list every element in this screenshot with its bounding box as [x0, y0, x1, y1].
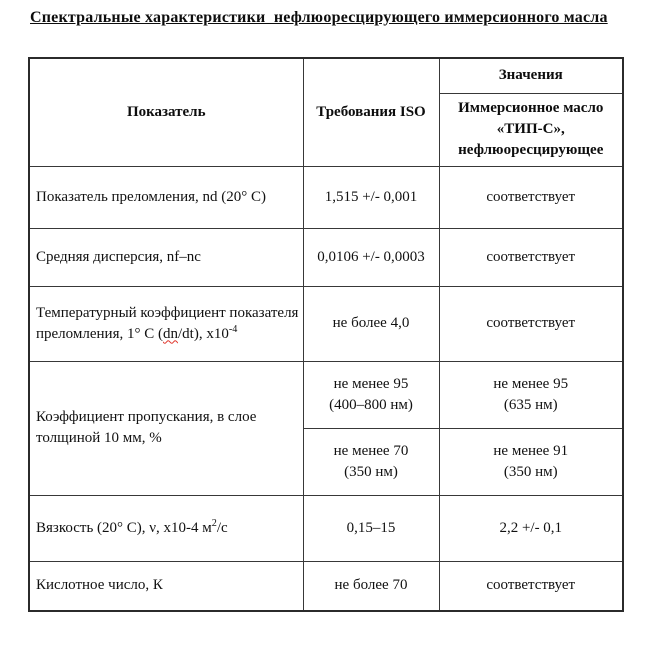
cell-transmission-indicator	[29, 361, 303, 495]
cell-transmission-value-1	[439, 361, 623, 428]
label-part: Температурный коэффициент показателя преломления, 1° C (	[36, 304, 299, 342]
cell-transmission-iso-1-line-2: (400–800 нм)	[329, 396, 413, 413]
header-cell-values-sub: Иммерсионное масло «ТИП-С», нефлюоресцирующее	[439, 93, 623, 166]
label-part: Вязкость (20° C), ν, x10-4 м	[36, 519, 212, 536]
header-cell-iso: Требования ISO	[303, 58, 439, 166]
cell-viscosity-value: 2,2 +/- 0,1	[439, 495, 623, 561]
cell-transmission-iso-2-line-2: (350 нм)	[344, 463, 398, 480]
label-part: /с	[216, 519, 228, 536]
cell-mean-dispersion-indicator	[29, 228, 303, 286]
table-row-mean-dispersion	[29, 228, 623, 286]
cell-mean-dispersion-iso: 0,0106 +/- 0,0003	[303, 228, 439, 286]
cell-transmission-iso-1-line-1: не менее 95	[333, 375, 409, 392]
cell-refractive-index-value: соответствует	[439, 166, 623, 228]
cell-transmission-value-2-line-1: не менее 91	[493, 442, 569, 459]
label-part: /dt), x10	[177, 325, 229, 342]
cell-refractive-index-indicator	[29, 166, 303, 228]
cell-viscosity-iso: 0,15–15	[303, 495, 439, 561]
document-page	[0, 9, 650, 645]
label-part: dn	[162, 325, 178, 342]
cell-transmission-value-2	[439, 428, 623, 495]
header-cell-values-group: Значения	[439, 58, 623, 93]
cell-acid-number-iso: не более 70	[303, 561, 439, 611]
table-row-acid-number	[29, 561, 623, 611]
label-part: -4	[228, 323, 238, 335]
page-title: Спектральные характеристики нефлюоресцирующего иммерсионного масла	[30, 9, 608, 26]
cell-acid-number-indicator	[29, 561, 303, 611]
spec-table-header	[29, 58, 623, 166]
cell-transmission-value-1-line-1: не менее 95	[493, 375, 569, 392]
table-row-transmission-1	[29, 361, 623, 428]
spec-table-body	[29, 166, 623, 611]
cell-acid-number-value: соответствует	[439, 561, 623, 611]
cell-temperature-coefficient-value: соответствует	[439, 286, 623, 361]
table-row-refractive-index	[29, 166, 623, 228]
cell-transmission-iso-2-line-1: не менее 70	[333, 442, 409, 459]
table-row-viscosity	[29, 495, 623, 561]
cell-viscosity-indicator	[29, 495, 303, 561]
cell-transmission-value-2-line-2: (350 нм)	[503, 463, 558, 480]
label-part: Показатель преломления, nd (20° C)	[36, 188, 267, 205]
label-part: Коэффициент пропускания, в слое толщиной 10 мм, %	[36, 409, 257, 446]
table-row-temperature-coefficient	[29, 286, 623, 361]
cell-transmission-value-1-line-2: (635 нм)	[503, 396, 558, 413]
label-part: Кислотное число, К	[36, 577, 163, 594]
cell-transmission-iso-2	[303, 428, 439, 495]
cell-temperature-coefficient-iso: не более 4,0	[303, 286, 439, 361]
header-cell-indicator: Показатель	[29, 58, 303, 166]
label-part: Средняя дисперсия, nf–nc	[36, 248, 201, 265]
spec-table	[28, 57, 624, 612]
cell-transmission-iso-1	[303, 361, 439, 428]
cell-temperature-coefficient-indicator	[29, 286, 303, 361]
cell-mean-dispersion-value: соответствует	[439, 228, 623, 286]
cell-refractive-index-iso: 1,515 +/- 0,001	[303, 166, 439, 228]
label-part: 2	[211, 517, 217, 529]
header-row-top	[29, 58, 623, 93]
